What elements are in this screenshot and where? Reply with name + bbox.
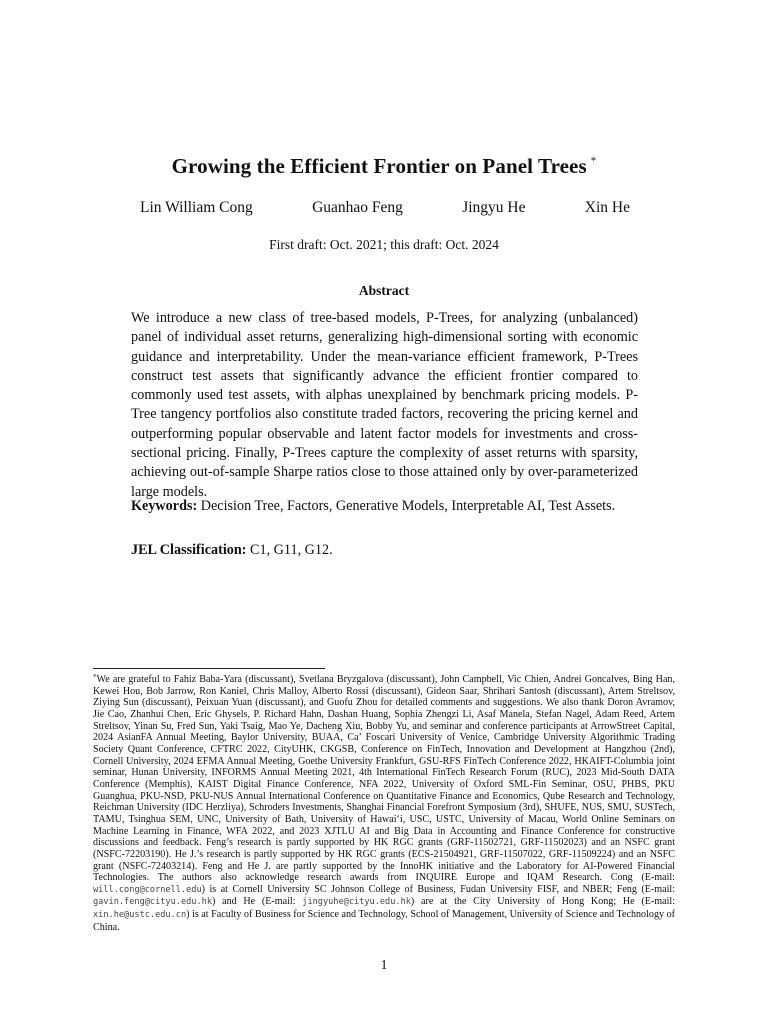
footnote-text: ) is at Cornell University SC Johnson College of Business, Fudan University FISF, and NBER; Feng (E-mail: (201, 883, 675, 895)
footnote-mark: * (93, 673, 97, 681)
footnote-divider (93, 668, 325, 669)
draft-date: First draft: Oct. 2021; this draft: Oct. 2024 (269, 237, 499, 252)
keywords-label: Keywords: (131, 498, 198, 514)
footnote (93, 672, 675, 933)
page-number: 1 (380, 958, 388, 973)
footnote-text: ) and He (E-mail: (212, 896, 303, 908)
abstract-heading: Abstract (358, 283, 410, 298)
author-name: Guanhao Feng (312, 199, 403, 216)
author-name: Jingyu He (462, 199, 526, 216)
title-footnote-mark: * (590, 155, 597, 167)
email-link-he-xin[interactable]: xin.he@ustc.edu.cn (93, 910, 187, 921)
email-link-he-jingyu[interactable]: jingyuhe@cityu.edu.hk (302, 897, 411, 908)
jel-line (131, 541, 638, 560)
footnote-text: We are grateful to Fahiz Baba-Yara (discussant), Svetlana Bryzgalova (discussant), John Campbell, Vic Chien, Andrei Goncalves, Bing Han, Kewei Hou, Bob Jarrow, Ron Kaniel, Chris Malloy, Alberto Rossi (discussant), Gideon Saar, Shrihari Santosh (discussant), Artem Streltsov, Ziying Sun (discussant), Peixuan Yuan (discussant), and Guofu Zhou for detailed comments and suggestions. We also thank Doron Avramov, Jie Cao, Zhanhui Chen, Eric Ghysels, P. Richard Hahn, Dashan Huang, Sophia Zhengzi Li, Asaf Manela, Stefan Nagel, Adam Reed, Artem Streltsov, Yinan Su, Fred Sun, Yaki Tsaig, Mao Ye, Dacheng Xiu, Bobby Yu, and seminar and conference participants at ArrowStreet Capital, 2024 AsianFA Annual Meeting, Baylor University, BUAA, Ca’ Foscari University of Venice, Cambridge University Algorithmic Trading Society Quant Conference, CFTRC 2022, CityUHK, CKGSB, Conference on FinTech, Innovation and Development at Hangzhou (2nd), Cornell University, 2024 EFMA Annual Meeting, Goethe University Frankfurt, GSU-RFS FinTech Conference 2022, HKAIFT-Columbia joint seminar, Hunan University, INFORMS Annual Meeting 2021, 4th International FinTech Research Forum (RUC), 2023 Mid-South DATA Conference (Memphis), KAIST Digital Finance Conference, NFA 2022, University of Oxford SML-Fin Seminar, OSU, PHBS, PKU Guanghua, PKU-NSD, PKU-NUS Annual International Conference on Quantitative Finance and Economics, Qube Research and Technology, Reichman University (IDC Herzliya), Schroders Investments, Shanghai Financial Forefront Symposium (3rd), SHUFE, NUS, SMU, SUSTech, TAMU, Tsinghua SEM, UNC, University of Bath, University of Hawai‘i, USC, USTC, University of Macau, World Online Seminars on Machine Learning in Finance, WFA 2022, and 2023 XJTLU AI and Big Data in Accounting and Finance Conference for constructive discussions and feedback. Feng’s research is partly supported by HK RGC grants (GRF-11502721, GRF-11502023) and an NSFC grant (NSFC-72203190). He J.’s research is partly supported by HK RGC grants (ECS-21504921, GRF-11507022, GRF-11509224) and an NSFC grant (NSFC-72403214). Feng and He J. are partly supported by the InnoHK initiative and the Laboratory for AI-Powered Financial Technologies. The authors also acknowledge research awards from INQUIRE Europe and IQAM Research. Cong (E-mail: (93, 674, 675, 884)
keywords-text: Decision Tree, Factors, Generative Models, Interpretable AI, Test Assets. (200, 498, 616, 514)
email-link-feng[interactable]: gavin.feng@cityu.edu.hk (93, 897, 212, 908)
keywords-line (131, 497, 638, 516)
jel-label: JEL Classification: (131, 542, 247, 558)
footnote-text: ) are at the City University of Hong Kong; He (E-mail: (410, 896, 675, 908)
paper-title-text: Growing the Efficient Frontier on Panel Trees (171, 154, 587, 178)
abstract-body: We introduce a new class of tree-based models, P-Trees, for analyzing (unbalanced) panel of individual asset returns, generalizing high-dimensional sorting with economic guidance and interpretability. Under the mean-variance efficient framework, P-Trees construct test assets that significantly advance the efficient frontier compared to commonly used test assets, with alphas unexplained by benchmark pricing models. P-Tree tangency portfolios also constitute traded factors, recovering the pricing kernel and outperforming popular observable and latent factor models for investments and cross-sectional pricing. Finally, P-Trees capture the complexity of asset returns with sparsity, achieving out-of-sample Sharpe ratios close to those attained only by over-parameterized large models. (131, 310, 638, 500)
jel-codes: C1, G11, G12. (250, 542, 333, 558)
footnote-text: ) is at Faculty of Business for Science and Technology, School of Management, University of Science and Technology of China. (93, 909, 675, 933)
author-list (140, 199, 630, 217)
author-name: Lin William Cong (140, 199, 253, 216)
email-link-cong[interactable]: will.cong@cornell.edu (93, 884, 202, 895)
paper-title (0, 154, 768, 179)
author-name: Xin He (584, 199, 630, 216)
